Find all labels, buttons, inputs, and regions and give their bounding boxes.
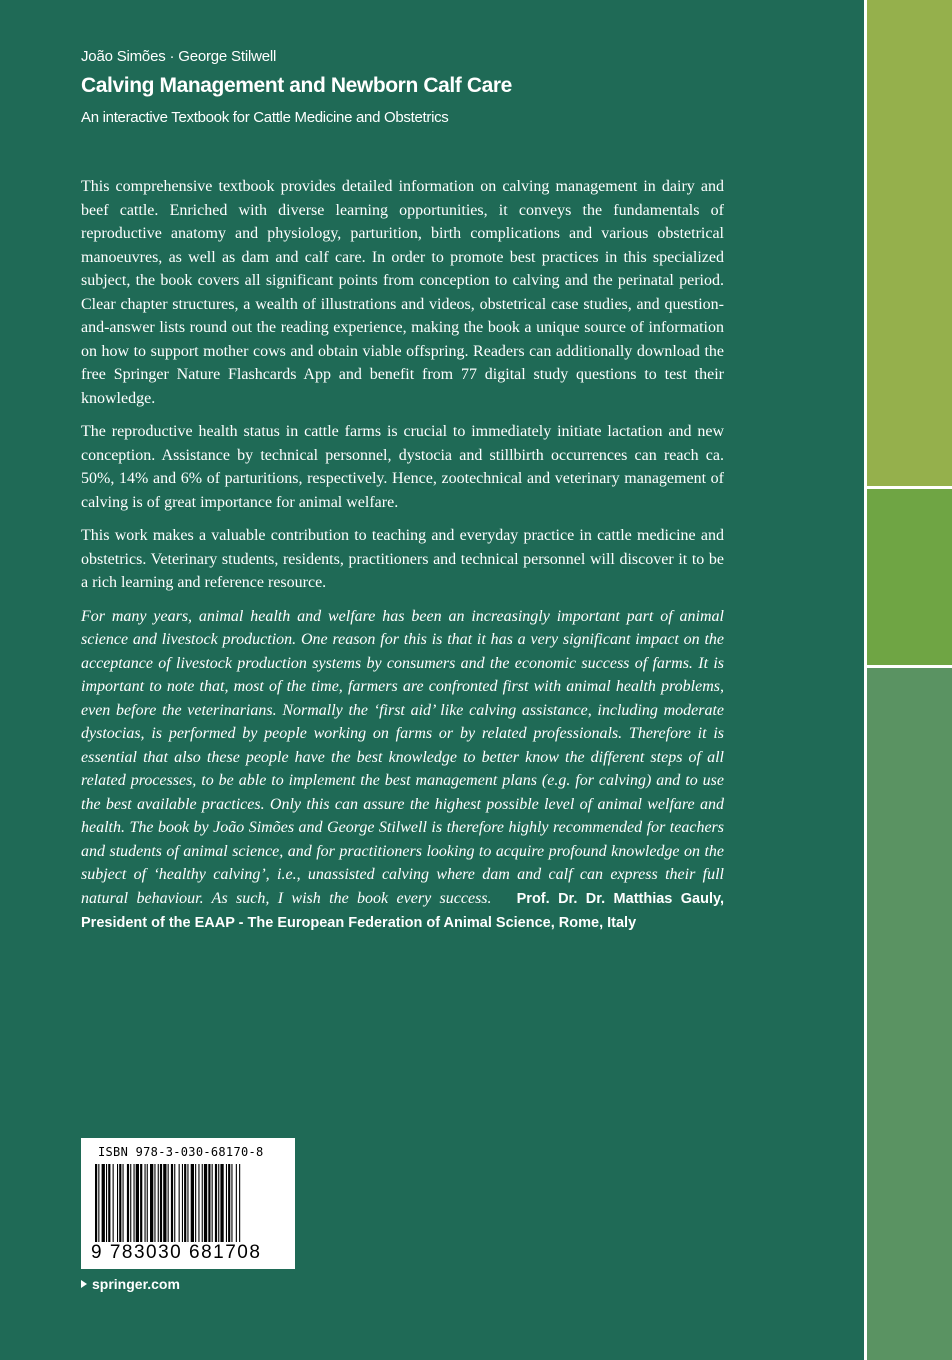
- quote-text: For many years, animal health and welfare has been an increasingly important part of animal science and livestock production. One reason for this is that it has a very significant impact on the acceptance of livestock production systems by consumers and the economic success of farms. It is important to note that, most of the time, farmers are confronted first with animal health problems, even before the veterinarians. Normally the ‘first aid’ like calving assistance, including moderate dystocias, is performed by people working on farms or by related professionals. Therefore it is essential that also these people have the best knowledge to better know the different steps of all related processes, to be able to implement the best management plans (e.g. for calving) and to use the best available practices. Only this can assure the highest possible level of animal welfare and health. The book by João Simões and George Stilwell is therefore highly recommended for teachers and students of animal science, and for practitioners looking to acquire profound knowledge on the subject of ‘healthy calving’, i.e., unassisted calving where dam and calf can express their full natural behaviour. As such, I wish the book every success.: [81, 607, 724, 907]
- barcode-bar: [204, 1164, 207, 1242]
- barcode-bar: [119, 1164, 121, 1242]
- barcode-bar: [184, 1164, 186, 1242]
- barcode-bar: [117, 1164, 118, 1242]
- barcode-bar: [195, 1164, 196, 1242]
- book-subtitle: An interactive Textbook for Cattle Medicine and Obstetrics: [81, 109, 449, 126]
- color-band-top: [867, 0, 952, 486]
- barcode-bar: [187, 1164, 188, 1242]
- barcode-bar: [163, 1164, 166, 1242]
- barcode-bar: [236, 1164, 237, 1242]
- barcode-bar: [239, 1164, 240, 1242]
- book-title: Calving Management and Newborn Calf Care: [81, 74, 512, 97]
- publisher-website: springer.com: [92, 1276, 180, 1292]
- barcode-bar: [95, 1164, 97, 1242]
- quote-attribution: Prof. Dr. Dr. Matthias Gauly, President of the EAAP - The European Federation of Animal Science, Rome, Italy: [81, 890, 725, 931]
- barcode-bar: [154, 1164, 155, 1242]
- barcode: [81, 1138, 295, 1269]
- barcode-bar: [150, 1164, 153, 1242]
- isbn-label: ISBN 978-3-030-68170-8: [98, 1145, 264, 1159]
- barcode-bar: [220, 1164, 223, 1242]
- barcode-bar: [198, 1164, 199, 1242]
- authors: João Simões · George Stilwell: [81, 48, 277, 65]
- description-paragraph: This work makes a valuable contribution to teaching and everyday practice in cattle medicine and obstetrics. Veterinary students, residents, practitioners and technical personnel will discover it to be a rich learning and reference resource.: [81, 527, 724, 591]
- barcode-bar: [191, 1164, 194, 1242]
- barcode-bar: [123, 1164, 124, 1242]
- color-band-bottom: [867, 668, 952, 1360]
- description-paragraph: This comprehensive textbook provides detailed information on calving management in dairy and beef cattle. Enriched with diverse learning opportunities, it conveys the fundamentals of reproductive anatomy and physiology, parturition, birth complications and various obstetrical manoeuvres, as well as dam and calf care. In order to promote best practices in this specialized subject, the book covers all significant points from conception to calving and the perinatal period. Clear chapter structures, a wealth of illustrations and videos, obstetrical case studies, and question-and-answer lists round out the reading experience, making the book a unique source of information on how to support mother cows and obtain viable offspring. Readers can additionally download the free Springer Nature Flashcards App and benefit from 77 digital study questions to test their knowledge.: [81, 178, 724, 407]
- barcode-bar: [140, 1164, 142, 1242]
- barcode-bar: [147, 1164, 148, 1242]
- barcode-bar: [179, 1164, 180, 1242]
- barcode-bar: [158, 1164, 159, 1242]
- ean-number: 9 783030 681708: [91, 1242, 262, 1263]
- barcode-bar: [215, 1164, 217, 1242]
- barcode-bar: [228, 1164, 230, 1242]
- barcode-bar: [98, 1164, 99, 1242]
- barcode-bar: [102, 1164, 105, 1242]
- barcode-bar: [171, 1164, 173, 1242]
- barcode-bar: [218, 1164, 219, 1242]
- endorsement-quote: [81, 605, 724, 936]
- description: [81, 175, 724, 946]
- barcode-bar: [202, 1164, 203, 1242]
- barcode-bar: [174, 1164, 175, 1242]
- barcode-bar: [168, 1164, 169, 1242]
- barcode-bar: [212, 1164, 213, 1242]
- arrow-right-icon: [81, 1280, 87, 1288]
- description-paragraph: The reproductive health status in cattle farms is crucial to immediately initiate lactation and new conception. Assistance by technical personnel, dystocia and stillbirth occurrences can reach ca. 50%, 14% and 6% of parturitions, respectively. Hence, zootechnical and veterinary management of calving is of great importance for animal welfare.: [81, 423, 724, 511]
- barcode-bar: [127, 1164, 129, 1242]
- publisher-link[interactable]: [81, 1276, 180, 1292]
- barcode-bar: [130, 1164, 131, 1242]
- barcode-bar: [182, 1164, 183, 1242]
- barcode-bar: [160, 1164, 162, 1242]
- color-band-middle: [867, 489, 952, 665]
- barcode-bar: [208, 1164, 210, 1242]
- barcode-bar: [134, 1164, 135, 1242]
- barcode-bars: [95, 1164, 281, 1242]
- barcode-bar: [136, 1164, 139, 1242]
- barcode-bar: [106, 1164, 107, 1242]
- barcode-bar: [113, 1164, 114, 1242]
- barcode-bar: [145, 1164, 146, 1242]
- barcode-bar: [226, 1164, 227, 1242]
- barcode-bar: [231, 1164, 232, 1242]
- barcode-bar: [108, 1164, 110, 1242]
